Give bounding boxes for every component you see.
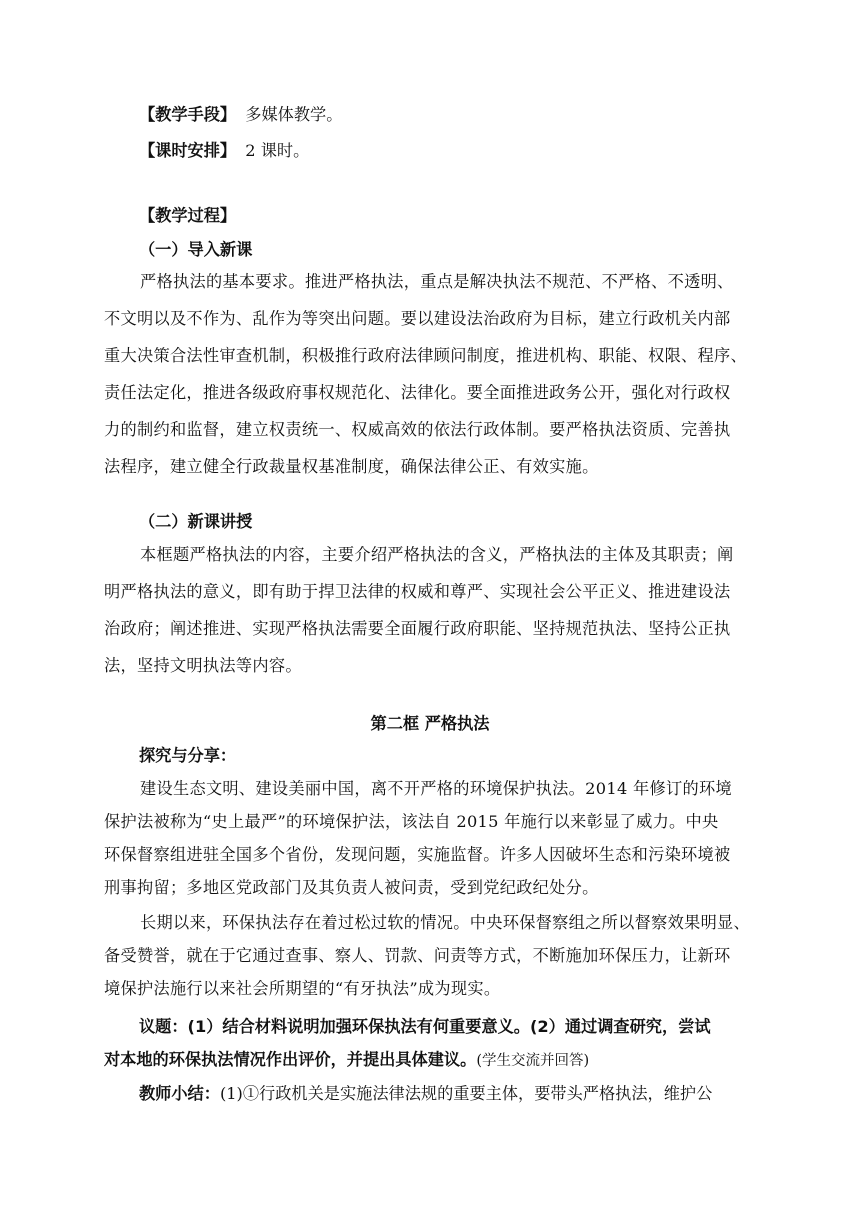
topic-note: (学生交流并回答) [476,1053,590,1069]
teaching-means-label: 【教学手段】 [139,105,237,124]
schedule-label: 【课时安排】 [139,141,237,160]
text-line: 长期以来，环保执法存在着过松过软的情况。中央环保督察组之所以督察效果明显、 [140,913,751,932]
text-line: 法，坚持文明执法等内容。 [104,656,302,675]
topic-line-2-text: 对本地的环保执法情况作出评价，并提出具体建议。 [104,1050,477,1069]
schedule-value: 2 课时。 [245,141,310,160]
text-line: 不文明以及不作为、乱作为等突出问题。要以建设法治政府为目标，建立行政机关内部 [104,309,731,328]
lesson-title: 第二框 严格执法 [370,714,490,733]
text-line: 重大决策合法性审查机制，积极推行政府法律顾问制度，推进机构、职能、权限、程序、 [104,346,748,365]
topic-line-1: 议题：(1）结合材料说明加强环保执法有何重要意义。(2）通过调查研究，尝试 [139,1017,711,1036]
text-line: 严格执法的基本要求。推进严格执法，重点是解决执法不规范、不严格、不透明、 [140,272,734,291]
text-line: 法程序，建立健全行政裁量权基准制度，确保法律公正、有效实施。 [104,457,599,476]
text-line: 力的制约和监督，建立权责统一、权威高效的依法行政体制。要严格执法资质、完善执 [104,420,731,439]
text-line: 环保督察组进驻全国多个省份，发现问题，实施监督。许多人因破坏生态和污染环境被 [104,845,731,864]
summary-row [139,1084,712,1104]
text-line: 备受赞誉，就在于它通过查事、察人、罚款、问责等方式，不断施加环保压力，让新环 [104,946,731,965]
text-line: 责任法定化，推进各级政府事权规范化、法律化。要全面推进政务公开，强化对行政权 [104,383,731,402]
section2-title: （二）新课讲授 [139,512,253,531]
text-line: 治政府；阐述推进、实现严格执法需要全面履行政府职能、坚持规范执法、坚持公正执 [104,619,731,638]
text-line: 保护法被称为“史上最严”的环境保护法，该法自 2015 年施行以来彰显了威力。中央 [104,812,719,831]
explore-label: 探究与分享： [139,746,237,765]
text-line: 刑事拘留；多地区党政部门及其负责人被问责，受到党纪政纪处分。 [104,878,599,897]
summary-text: (1)①行政机关是实施法律法规的重要主体，要带头严格执法，维护公 [219,1084,713,1103]
process-heading: 【教学过程】 [139,206,237,225]
teaching-means-value: 多媒体教学。 [245,105,343,124]
text-line: 境保护法施行以来社会所期望的“有牙执法”成为现实。 [104,979,501,998]
schedule-row [139,141,309,161]
teaching-means-row [139,105,342,125]
section1-title: （一）导入新课 [139,240,253,259]
text-line: 明严格执法的意义，即有助于捍卫法律的权威和尊严、实现社会公平正义、推进建设法 [104,582,731,601]
text-line: 建设生态文明、建设美丽中国，离不开严格的环境保护执法。2014 年修订的环境 [140,779,732,798]
summary-label: 教师小结： [139,1084,220,1103]
text-line: 本框题严格执法的内容，主要介绍严格执法的含义，严格执法的主体及其职责；阐 [140,545,734,564]
topic-line-2 [104,1050,589,1071]
